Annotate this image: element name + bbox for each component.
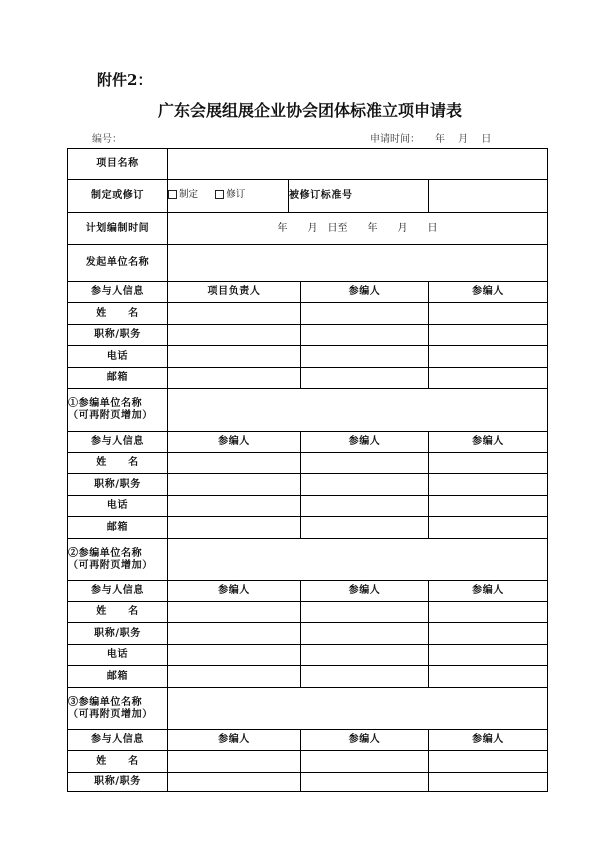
column-header-participant-info: 参与人信息 — [68, 581, 168, 602]
member-row-title — [68, 623, 548, 645]
option-revise[interactable] — [215, 189, 245, 201]
column-header-participant-info: 参与人信息 — [68, 432, 168, 453]
blank-cell — [429, 517, 548, 539]
apply-date-label: 申请时间： 年 月 日 — [370, 134, 492, 145]
participant-unit-1-row — [68, 389, 548, 432]
member-row-name — [68, 453, 548, 474]
blank-cell — [429, 474, 548, 496]
blank-cell — [301, 517, 429, 539]
blank-cell — [168, 453, 301, 474]
blank-cell — [301, 602, 429, 623]
field-label-email: 邮箱 — [68, 368, 168, 389]
project-name-row — [68, 149, 548, 180]
blank-cell — [429, 751, 548, 773]
blank-cell — [301, 666, 429, 688]
number-label: 编号： — [92, 134, 122, 145]
blank-cell — [429, 602, 548, 623]
participant-unit-note: （可再附页增加） — [68, 559, 153, 571]
unit-1-header-row — [68, 432, 548, 453]
participant-unit-note: （可再附页增加） — [68, 708, 153, 720]
member-row-email — [68, 666, 548, 688]
participant-unit-3-row — [68, 688, 548, 730]
blank-cell — [168, 751, 301, 773]
plan-time-value: 年 月 日至 年 月 日 — [168, 213, 548, 245]
column-header-editor: 参编人 — [168, 581, 301, 602]
column-header-editor: 参编人 — [301, 730, 429, 751]
participant-unit-value-cell — [168, 389, 548, 432]
blank-cell — [429, 303, 548, 325]
application-form-table — [67, 148, 548, 792]
column-header-editor: 参编人 — [429, 282, 548, 303]
field-label-email: 邮箱 — [68, 517, 168, 539]
column-header-editor: 参编人 — [168, 432, 301, 453]
participant-unit-value-cell — [168, 688, 548, 730]
blank-cell — [301, 623, 429, 645]
initiator-value-cell — [168, 245, 548, 282]
type-options-cell — [168, 180, 289, 213]
blank-cell — [168, 645, 301, 666]
blank-cell — [429, 453, 548, 474]
document-title: 广东会展组展企业协会团体标准立项申请表 — [157, 101, 462, 120]
column-header-editor: 参编人 — [301, 282, 429, 303]
participant-unit-label: ②参编单位名称 — [68, 547, 143, 559]
field-label-name: 姓 名 — [68, 303, 168, 325]
column-header-editor: 参编人 — [429, 432, 548, 453]
blank-cell — [301, 496, 429, 517]
field-label-title: 职称/职务 — [68, 474, 168, 496]
member-row-phone — [68, 645, 548, 666]
member-row-name — [68, 751, 548, 773]
column-header-editor: 参编人 — [429, 581, 548, 602]
member-row-phone — [68, 496, 548, 517]
field-label-title: 职称/职务 — [68, 773, 168, 792]
field-label-title: 职称/职务 — [68, 623, 168, 645]
project-name-value-cell — [168, 149, 548, 180]
checkbox-create[interactable] — [168, 190, 177, 199]
participant-unit-value-cell — [168, 539, 548, 581]
member-row-email — [68, 517, 548, 539]
column-header-editor: 参编人 — [429, 730, 548, 751]
attachment-label: 附件2： — [97, 71, 153, 89]
member-row-name — [68, 303, 548, 325]
initiator-row — [68, 245, 548, 282]
blank-cell — [168, 773, 301, 792]
option-create[interactable] — [168, 189, 198, 201]
blank-cell — [429, 346, 548, 368]
column-header-participant-info: 参与人信息 — [68, 730, 168, 751]
plan-time-label: 计划编制时间 — [68, 213, 168, 245]
field-label-name: 姓 名 — [68, 453, 168, 474]
project-name-label: 项目名称 — [68, 149, 168, 180]
field-label-email: 邮箱 — [68, 666, 168, 688]
blank-cell — [429, 368, 548, 389]
blank-cell — [168, 623, 301, 645]
column-header-editor: 参编人 — [301, 581, 429, 602]
plan-time-row — [68, 213, 548, 245]
participant-unit-label-cell — [68, 539, 168, 581]
initiator-members-header-row — [68, 282, 548, 303]
blank-cell — [168, 474, 301, 496]
participant-unit-2-row — [68, 539, 548, 581]
participant-unit-label: ③参编单位名称 — [68, 696, 143, 708]
column-header-project-lead: 项目负责人 — [168, 282, 301, 303]
field-label-title: 职称/职务 — [68, 325, 168, 346]
participant-unit-label-cell — [68, 688, 168, 730]
blank-cell — [429, 645, 548, 666]
field-label-phone: 电话 — [68, 645, 168, 666]
blank-cell — [168, 368, 301, 389]
blank-cell — [301, 346, 429, 368]
blank-cell — [301, 453, 429, 474]
participant-unit-label-cell — [68, 389, 168, 432]
blank-cell — [168, 303, 301, 325]
blank-cell — [301, 325, 429, 346]
unit-2-header-row — [68, 581, 548, 602]
blank-cell — [429, 666, 548, 688]
column-header-participant-info: 参与人信息 — [68, 282, 168, 303]
member-row-title — [68, 773, 548, 792]
option-create-label: 制定 — [179, 188, 199, 200]
revised-standard-value-cell — [429, 180, 548, 213]
blank-cell — [168, 346, 301, 368]
type-row — [68, 180, 548, 213]
member-row-title — [68, 325, 548, 346]
checkbox-revise[interactable] — [215, 190, 224, 199]
unit-3-header-row — [68, 730, 548, 751]
member-row-phone — [68, 346, 548, 368]
blank-cell — [301, 303, 429, 325]
blank-cell — [301, 645, 429, 666]
column-header-editor: 参编人 — [168, 730, 301, 751]
blank-cell — [429, 623, 548, 645]
member-row-email — [68, 368, 548, 389]
type-label: 制定或修订 — [68, 180, 168, 213]
blank-cell — [429, 496, 548, 517]
column-header-editor: 参编人 — [301, 432, 429, 453]
blank-cell — [301, 751, 429, 773]
field-label-phone: 电话 — [68, 496, 168, 517]
revised-standard-label: 被修订标准号 — [289, 180, 429, 213]
member-row-name — [68, 602, 548, 623]
participant-unit-note: （可再附页增加） — [68, 410, 153, 421]
field-label-name: 姓 名 — [68, 602, 168, 623]
blank-cell — [168, 602, 301, 623]
field-label-name: 姓 名 — [68, 751, 168, 773]
field-label-phone: 电话 — [68, 346, 168, 368]
blank-cell — [429, 325, 548, 346]
member-row-title — [68, 474, 548, 496]
blank-cell — [168, 517, 301, 539]
initiator-label: 发起单位名称 — [68, 245, 168, 282]
blank-cell — [168, 325, 301, 346]
blank-cell — [301, 773, 429, 792]
blank-cell — [429, 773, 548, 792]
blank-cell — [301, 474, 429, 496]
blank-cell — [168, 496, 301, 517]
option-revise-label: 修订 — [226, 188, 246, 200]
participant-unit-label: ①参编单位名称 — [68, 398, 143, 409]
blank-cell — [301, 368, 429, 389]
blank-cell — [168, 666, 301, 688]
